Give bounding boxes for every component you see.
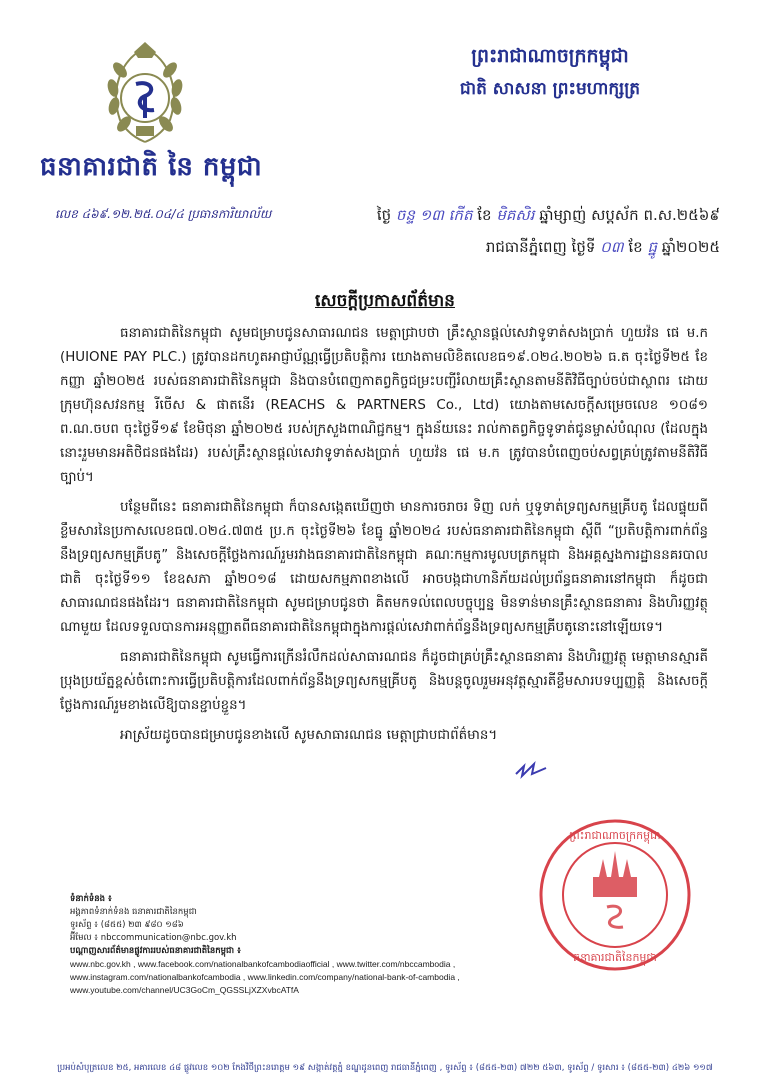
- paragraph: ធនាគារជាតិនៃកម្ពុជា សូមជម្រាបជូនសាធារណជន មេត្តាជ្រាបថា គ្រឹះស្ថានផ្តល់សេវាទូទាត់សងប្រាក់ ហួយវ៉ន ផេ ម.ក (HUIONE PAY PLC.) ត្រូវបានដកហូតអាជ្ញាប័ណ្ណធ្វើប្រតិបត្តិការ យោងតាមលិខិតលេខធ១៩.០២៤.២០២៦ ធ.ត ចុះថ្ងៃទី២៥ ខែកញ្ញា ឆ្នាំ២០២៥ របស់ធនាគារជាតិនៃកម្ពុជា និងបានបំពេញកាតព្វកិច្ចជម្រះបញ្ជីរំលាយគ្រឹះស្ថានតាមនីតិវិធីច្បាប់ចប់ជាស្ថាពរ ដោយក្រុមហ៊ុនសវនកម្ម រីចេីស & ផាតនើរ (REACHS & PARTNERS Co., Ltd) យោងតាមសេចក្តីសម្រេចលេខ ១០៨១ ព.ណ.ចបព ចុះថ្ងៃទី១៩ ខែមិថុនា ឆ្នាំ២០២៥ របស់ក្រសួងពាណិជ្ជកម្ម។ ក្នុងន័យនេះ រាល់កាតព្វកិច្ចទូទាត់ជូនម្ចាស់បំណុល (ដែលក្នុងនោះរួមមានអតិថិជនផងដែរ) របស់គ្រឹះស្ថានផ្តល់សេវាទូទាត់សងប្រាក់ ហួយវ៉ន ផេ ម.ក ត្រូវបានបំពេញចប់សព្វគ្រប់ត្រូវតាមនីតិវិធីច្បាប់។: [60, 326, 708, 485]
- lunar-day: ចន្ទ ១៣ កើត: [395, 206, 473, 224]
- solar-month: ធ្នូ: [647, 238, 657, 256]
- seal-bottom-text: ធនាគារជាតិនៃកម្ពុជា: [573, 951, 657, 964]
- document-title: សេចក្តីប្រកាសព័ត៌មាន: [315, 291, 455, 311]
- date-block: [300, 206, 720, 270]
- solar-date-line: រាជធានីភ្នំពេញ ថ្ងៃទី ០៣ ខែ ធ្នូ ឆ្នាំ២០២៥: [485, 238, 720, 256]
- national-motto: ជាតិ សាសនា ព្រះមហាក្សត្រ: [459, 79, 641, 99]
- contact-block: [70, 893, 510, 997]
- contact-phone: ទូរស័ព្ទ ៖ (៨៥៥) ២៣ ៩៨០ ១៨៦: [70, 920, 184, 930]
- document-body: [60, 322, 708, 754]
- lunar-month: មិគសិរ: [496, 206, 535, 224]
- paragraph: បន្ថែមពីនេះ ធនាគារជាតិនៃកម្ពុជា ក៏បានសង្កេតឃើញថា មានការចរាចរ ទិញ លក់ ឬទូទាត់ទ្រព្យសកម្មគ្រីបតូ ដែលផ្ទុយពីខ្លឹមសារនៃប្រកាសលេខធ៧.០២៤.៧៣៥ ប្រ.ក ចុះថ្ងៃទី២៦ ខែធ្នូ ឆ្នាំ២០២៤ របស់ធនាគារជាតិនៃកម្ពុជា ស្តីពី “ប្រតិបត្តិការពាក់ព័ន្ធនឹងទ្រព្យសកម្មគ្រីបតូ” និងសេចក្តីថ្លែងការណ៍រួមរវាងធនាគារជាតិនៃកម្ពុជា គណៈកម្មការមូលបត្រកម្ពុជា និងអគ្គស្នងការដ្ឋាននគរបាលជាតិ ចុះថ្ងៃទី១១ ខែឧសភា ឆ្នាំ២០១៨ ដោយសកម្មភាពខាងលើ អាចបង្កជាហានិភ័យដល់ប្រព័ន្ធធនាគារនៅកម្ពុជា ក៏ដូចជាសាធារណជនផងដែរ។ ធនាគារជាតិនៃកម្ពុជា សូមជម្រាបជូនថា គិតមកទល់ពេលបច្ចុប្បន្ន មិនទាន់មានគ្រឹះស្ថានធនាគារ និងហិរញ្ញវត្ថុណាមួយ ដែលទទួលបានការអនុញ្ញាតពីធនាគារជាតិនៃកម្ពុជាក្នុងការផ្តល់សេវាពាក់ព័ន្ធនឹងទ្រព្យសកម្មគ្រីបតូនោះនៅឡើយទេ។: [60, 500, 708, 635]
- solar-day: ០៣: [600, 238, 624, 256]
- contact-unit: អង្គភាពទំនាក់ទំនង ធនាគារជាតិនៃកម្ពុជា: [70, 907, 197, 917]
- official-seal: [535, 815, 695, 975]
- bank-name: ធនាគារជាតិ នៃ កម្ពុជា: [40, 152, 263, 182]
- social-links[interactable]: www.youtube.com/channel/UC3GoCm_QGSSLjXZXvbcATfA: [70, 985, 299, 995]
- address-footer: ប្រអប់សំបុត្រលេខ ២៥, អគារលេខ ៤៨ ផ្លូវលេខ ១០២ កែងវិថីព្រះនរោត្តម ១៩ សង្កាត់វត្តភ្នំ ខណ្ឌដូនពេញ រាជធានីភ្នំពេញ , ទូរស័ព្ទ ៖ (៨៥៥-២៣) ៧២២ ៥៦៣, ទូរស័ព្ទ / ទូរសារ ៖ (៨៥៥-២៣) ៤២៦ ១១៧: [57, 1063, 713, 1073]
- lunar-date-line: ថ្ងៃ ចន្ទ ១៣ កើត ខែ មិគសិរ ឆ្នាំម្សាញ់ សប្តស័ក ព.ស.២៥៦៩: [376, 206, 720, 224]
- kingdom-title: ព្រះរាជាណាចក្រកម្ពុជា: [471, 45, 629, 67]
- contact-heading: ទំនាក់ទំនង ៖: [70, 894, 112, 904]
- reference-number: លេខ ៤៦៩.១២.២៥.០៤/៤ ប្រធានការិយាល័យ: [55, 207, 272, 221]
- social-links[interactable]: www.nbc.gov.kh , www.facebook.com/nationalbankofcambodiaofficial , www.twitter.com/nbccambodia ,: [70, 959, 456, 969]
- signature-mark: [512, 760, 552, 780]
- social-heading: បណ្តាញសារព័ត៌មានផ្លូវការរបស់ធនាគារជាតិនៃកម្ពុជា ៖: [70, 946, 241, 956]
- paragraph: អាស្រ័យដូចបានជម្រាបជូនខាងលើ សូមសាធារណជន មេត្តាជ្រាបជាព័ត៌មាន។: [120, 728, 498, 743]
- seal-top-text: ព្រះរាជាណាចក្រកម្ពុជា: [569, 829, 661, 842]
- social-links[interactable]: www.instagram.com/nationalbankofcambodia , www.linkedin.com/company/national-bank-of-cambodia ,: [70, 972, 460, 982]
- contact-email: អ៊ីមែល ៖ nbccommunication@nbc.gov.kh: [70, 933, 237, 943]
- bank-logo: [100, 40, 190, 150]
- kingdom-header: [430, 44, 670, 103]
- paragraph: ធនាគារជាតិនៃកម្ពុជា សូមធ្វើការក្រើនរំលឹកដល់សាធារណជន ក៏ដូចជាគ្រប់គ្រឹះស្ថានធនាគារ និងហិរញ្ញវត្ថុ មេត្តាមានស្មារតីប្រុងប្រយ័ត្នខ្ពស់ចំពោះការធ្វើប្រតិបត្តិការដែលពាក់ព័ន្ធនឹងទ្រព្យសកម្មគ្រីបតូ និងបន្តចូលរួមអនុវត្តស្មារតីខ្លឹមសារបទប្បញ្ញត្តិ និងសេចក្តីថ្លែងការណ៍រួមខាងលើឱ្យបានខ្ជាប់ខ្ជួន។: [60, 650, 708, 713]
